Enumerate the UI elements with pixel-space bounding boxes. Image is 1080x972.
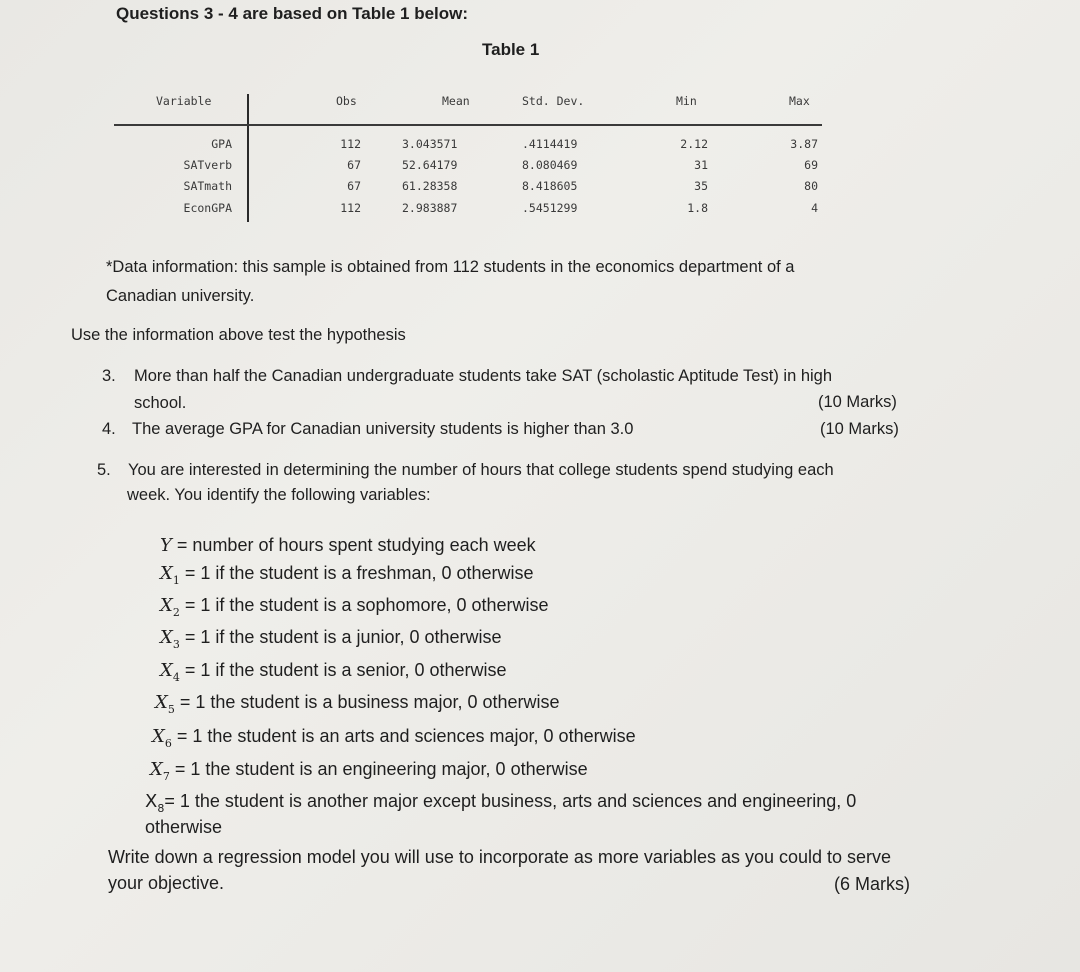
cell-mean: 3.043571	[402, 137, 458, 151]
table-row	[0, 201, 1080, 223]
variable-definition-x7	[150, 759, 588, 783]
question-3-marks: (10 Marks)	[818, 393, 897, 411]
question-4-number: 4.	[102, 420, 116, 438]
cell-obs: 112	[340, 137, 361, 151]
data-info-line-1: *Data information: this sample is obtained from 112 students in the economics department of a	[106, 258, 795, 276]
variable-definition-x2	[160, 595, 549, 619]
cell-std-dev: 8.080469	[522, 158, 578, 172]
cell-variable: SATverb	[183, 158, 232, 172]
cell-min: 1.8	[687, 201, 708, 215]
variable-symbol: $X_3$	[160, 627, 180, 651]
variable-text: = 1 the student is an arts and sciences major, 0 otherwise	[176, 726, 636, 746]
cell-obs: 67	[347, 158, 361, 172]
variable-definition-y	[160, 535, 536, 556]
variable-definition-x5	[155, 692, 560, 716]
cell-mean: 61.28358	[402, 179, 458, 193]
variable-definition-x3	[160, 627, 502, 651]
variable-text: = 1 if the student is a freshman, 0 otherwise	[184, 563, 534, 583]
cell-mean: 52.64179	[402, 158, 458, 172]
variable-definition-x8	[145, 791, 857, 815]
table-row	[0, 158, 1080, 180]
cell-obs: 67	[347, 179, 361, 193]
variable-symbol: $X_7$	[150, 759, 170, 783]
variable-text: = 1 if the student is a junior, 0 otherwise	[184, 627, 502, 647]
cell-variable: GPA	[211, 137, 232, 151]
variable-symbol: $X_1$	[160, 563, 180, 587]
column-header-std-dev: Std. Dev.	[522, 94, 585, 108]
column-header-obs: Obs	[336, 94, 357, 108]
variable-text: = 1 the student is a business major, 0 otherwise	[179, 692, 560, 712]
question-3-text-line-1: More than half the Canadian undergraduate students take SAT (scholastic Aptitude Test) in high	[134, 367, 833, 385]
cell-mean: 2.983887	[402, 201, 458, 215]
column-header-mean: Mean	[442, 94, 470, 108]
variable-symbol: $X_2$	[160, 595, 180, 619]
data-info-line-2: Canadian university.	[106, 287, 255, 305]
cell-variable: EconGPA	[183, 201, 232, 215]
column-header-max: Max	[789, 94, 810, 108]
cell-min: 35	[694, 179, 708, 193]
section-heading: Questions 3 - 4 are based on Table 1 below:	[116, 4, 469, 23]
column-header-variable: Variable	[156, 94, 212, 108]
cell-std-dev: .4114419	[522, 137, 578, 151]
table-row	[0, 179, 1080, 201]
variable-text: = 1 the student is another major except business, arts and sciences and engineering, 0	[164, 791, 857, 811]
variable-definition-x1	[160, 563, 534, 587]
cell-max: 80	[804, 179, 818, 193]
instruction-text: Use the information above test the hypothesis	[71, 326, 406, 344]
variable-symbol: $X_5$	[155, 692, 175, 716]
table-row	[0, 137, 1080, 159]
question-5-text-line-1: You are interested in determining the number of hours that college students spend studying each	[128, 461, 834, 479]
cell-min: 31	[694, 158, 708, 172]
variable-text: = number of hours spent studying each week	[176, 535, 536, 555]
question-3-number: 3.	[102, 367, 116, 385]
table-caption: Table 1	[482, 40, 540, 59]
question-5-text-line-2: week. You identify the following variables:	[127, 486, 431, 504]
final-instruction-line-1: Write down a regression model you will use to incorporate as more variables as you could to serve	[108, 847, 892, 867]
cell-std-dev: .5451299	[522, 201, 578, 215]
question-5-number: 5.	[97, 461, 111, 479]
variable-text: = 1 the student is an engineering major, 0 otherwise	[174, 759, 588, 779]
cell-max: 69	[804, 158, 818, 172]
cell-max: 3.87	[790, 137, 818, 151]
question-4-marks: (10 Marks)	[820, 420, 899, 438]
variable-symbol: $X_6$	[152, 726, 172, 750]
column-header-min: Min	[676, 94, 697, 108]
variable-symbol: $X_8$	[145, 791, 165, 815]
variable-text: = 1 if the student is a senior, 0 otherwise	[184, 660, 507, 680]
variable-symbol: Y	[160, 535, 172, 556]
variable-definition-x4	[160, 660, 507, 684]
question-3-text-line-2: school.	[134, 394, 187, 412]
cell-variable: SATmath	[183, 179, 232, 193]
variable-definition-x8-continued: otherwise	[145, 817, 223, 837]
final-marks: (6 Marks)	[834, 874, 910, 894]
final-instruction-line-2: your objective.	[108, 873, 225, 893]
variable-text: = 1 if the student is a sophomore, 0 otherwise	[184, 595, 549, 615]
variable-symbol: $X_4$	[160, 660, 180, 684]
variable-definition-x6	[152, 726, 636, 750]
question-4-text: The average GPA for Canadian university students is higher than 3.0	[132, 420, 634, 438]
table-header-rule	[114, 124, 822, 126]
cell-max: 4	[811, 201, 818, 215]
cell-min: 2.12	[680, 137, 708, 151]
cell-std-dev: 8.418605	[522, 179, 578, 193]
cell-obs: 112	[340, 201, 361, 215]
